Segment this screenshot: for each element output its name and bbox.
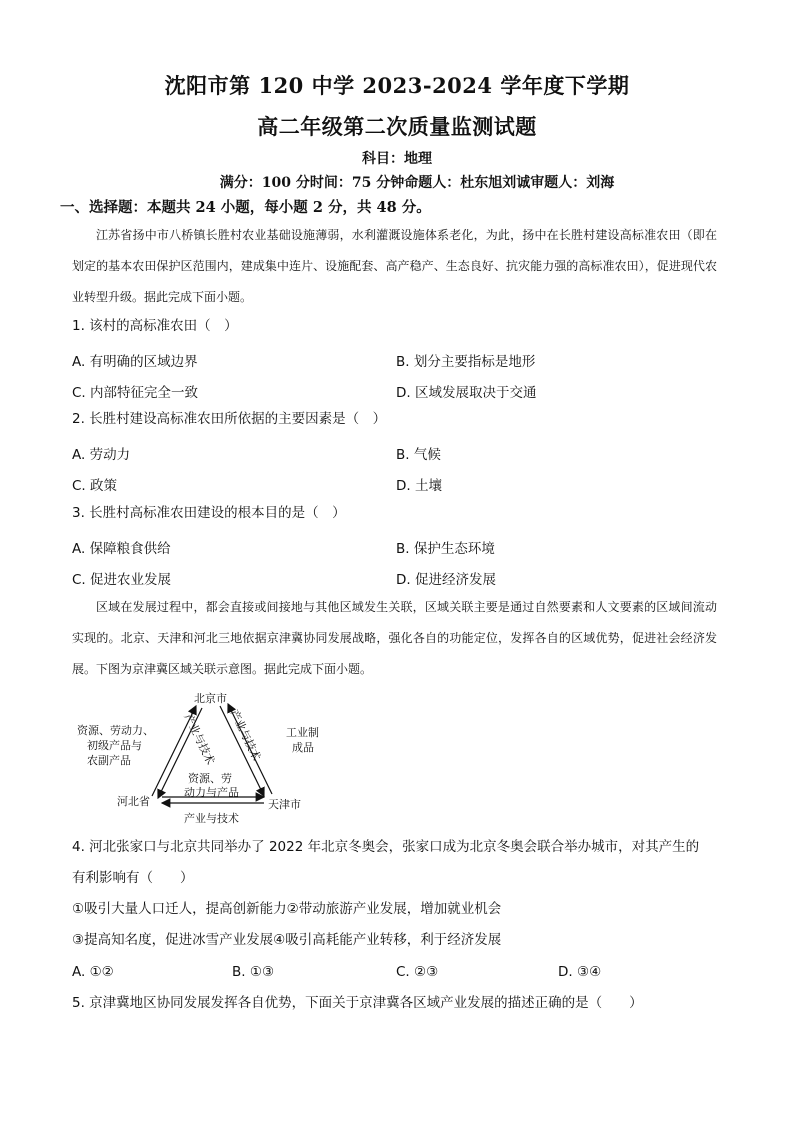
label-left-line1: 资源、劳动力、 [77,724,154,737]
question-3-option-c: C. 促进农业发展 [72,572,172,588]
label-center-line2: 动力与产品 [184,786,239,799]
label-right-line2: 成品 [292,741,314,754]
label-hebei: 河北省 [117,795,150,808]
question-1-option-c: C. 内部特征完全一致 [72,385,199,401]
question-4-item2: ③提高知名度，促进冰雪产业发展④吸引高耗能产业转移，利于经济发展 [72,932,502,948]
exam-meta-line: 满分：100 分时间：75 分钟命题人：杜东旭刘诚审题人：刘海 [219,175,615,191]
question-4-option-a: A. ①② [72,964,114,980]
exam-title-line2: 高二年级第二次质量监测试题 [257,114,537,139]
label-center-line1: 资源、劳 [188,772,232,785]
region-linkage-diagram [72,688,322,828]
passage-2: 区域在发展过程中，都会直接或间接地与其他区域发生关联，区域关联主要是通过自然要素和人文要素的区域间流动实现的。北京、天津和河北三地依据京津冀协同发展战略，强化各自的功能定位，发挥各自的区域优势，促进社会经济发展。下图为京津冀区域关联示意图。据此完成下面小题。 [72,600,717,676]
question-1-stem: 1. 该村的高标准农田（ ） [72,318,238,334]
exam-title-line1: 沈阳市第 120 中学 2023-2024 学年度下学期 [164,73,630,98]
question-2-option-d: D. 土壤 [396,478,442,494]
subject-line: 科目：地理 [362,151,432,167]
label-left-line2: 初级产品与 [87,739,142,752]
question-3-option-d: D. 促进经济发展 [396,572,496,588]
passage-1: 江苏省扬中市八桥镇长胜村农业基础设施薄弱，水利灌溉设施体系老化，为此，扬中在长胜村建设高标准农田（即在划定的基本农田保护区范围内，建成集中连片、设施配套、高产稳产、生态良好、抗灾能力强的高标准农田），促进现代农业转型升级。据此完成下面小题。 [72,228,717,304]
question-1-option-a: A. 有明确的区域边界 [72,354,198,370]
question-4-option-d: D. ③④ [558,964,602,980]
question-2-option-b: B. 气候 [396,447,441,463]
question-3-option-a: A. 保障粮食供给 [72,541,171,557]
label-right-line1: 工业制 [286,726,319,739]
question-2-option-a: A. 劳动力 [72,447,131,463]
question-5-stem: 5. 京津冀地区协同发展发挥各自优势，下面关于京津冀各区域产业发展的描述正确的是（ ） [72,995,643,1011]
label-beijing: 北京市 [194,692,227,705]
region-linkage-svg [72,688,322,828]
label-bottom: 产业与技术 [184,812,239,825]
label-tianjin: 天津市 [268,798,301,811]
question-3-stem: 3. 长胜村高标准农田建设的根本目的是（ ） [72,505,346,521]
question-1-option-b: B. 划分主要指标是地形 [396,354,536,370]
question-1-option-d: D. 区域发展取决于交通 [396,385,537,401]
section-heading: 一、选择题：本题共 24 小题，每小题 2 分，共 48 分。 [60,199,431,216]
question-4-item1: ①吸引大量人口迁人，提高创新能力②带动旅游产业发展，增加就业机会 [72,901,502,917]
label-right-arrow-text: 产业与技术 [227,707,264,763]
question-4-stem-line1: 4. 河北张家口与北京共同举办了 2022 年北京冬奥会，张家口成为北京冬奥会联合举办城市，对其产生的 [72,839,700,855]
question-4-option-c: C. ②③ [396,964,439,980]
question-4-stem-line2: 有利影响有（ ） [72,870,194,886]
label-left-arrow-text: 产业与技术 [181,711,218,767]
question-2-stem: 2. 长胜村建设高标准农田所依据的主要因素是（ ） [72,411,387,427]
question-3-option-b: B. 保护生态环境 [396,541,495,557]
label-left-line3: 农副产品 [87,754,131,767]
question-4-option-b: B. ①③ [232,964,275,980]
question-2-option-c: C. 政策 [72,478,118,494]
